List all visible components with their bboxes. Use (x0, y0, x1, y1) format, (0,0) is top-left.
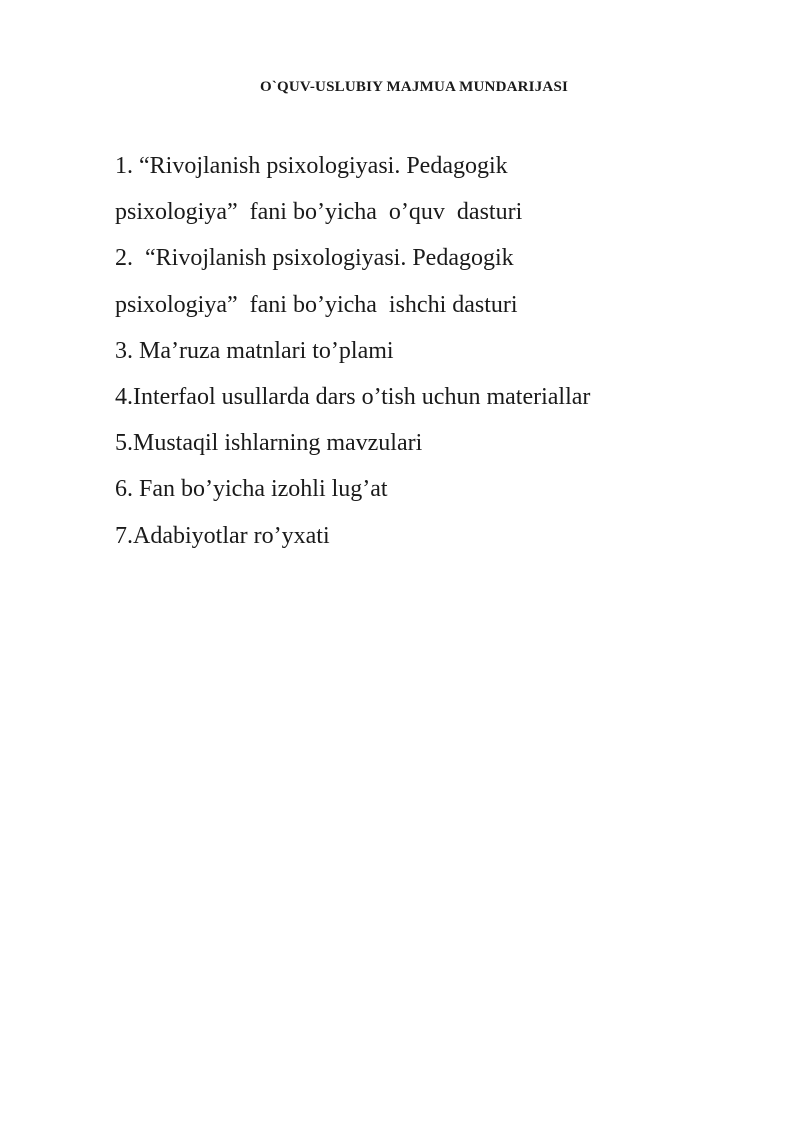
contents-item-2-line-1: 2. “Rivojlanish psixologiyasi. Pedagogik (115, 245, 514, 272)
contents-item-3: 3. Ma’ruza matnlari to’plami (115, 337, 394, 364)
contents-item-7: 7.Adabiyotlar ro’yxati (115, 522, 330, 549)
document-title: O`QUV-USLUBIY MAJMUA MUNDARIJASI (259, 79, 569, 95)
contents-item-2-line-2: psixologiya” fani bo’yicha ishchi dasturi (115, 291, 518, 318)
contents-item-6: 6. Fan bo’yicha izohli lug’at (115, 476, 388, 503)
contents-list (115, 143, 775, 559)
contents-item-1-line-1: 1. “Rivojlanish psixologiyasi. Pedagogik (115, 153, 508, 179)
contents-item-5: 5.Mustaqil ishlarning mavzulari (115, 430, 423, 457)
contents-item-4: 4.Interfaol usullarda dars o’tish uchun materiallar (115, 383, 591, 410)
contents-item-1-line-2: psixologiya” fani bo’yicha o’quv dasturi (115, 199, 523, 226)
